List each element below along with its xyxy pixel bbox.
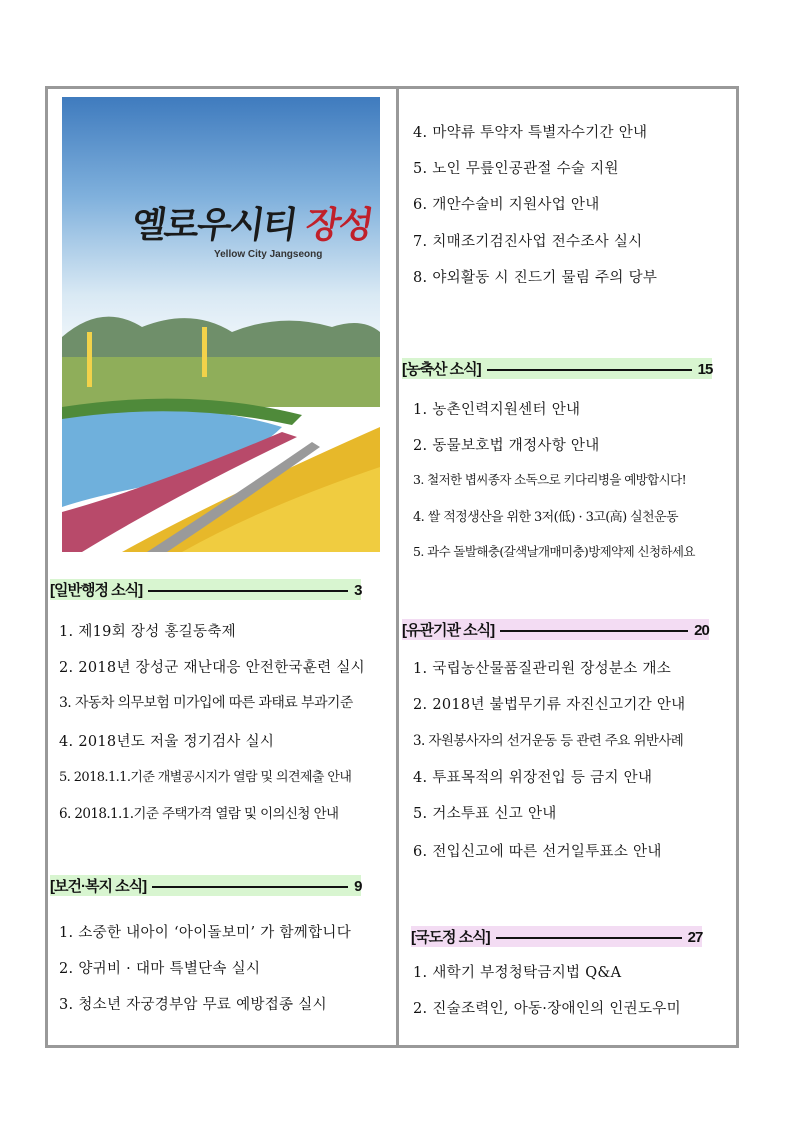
section-general-label: [일반행정 소식] — [50, 582, 143, 599]
list-item: 3. 자동차 의무보험 미가입에 따른 과태료 부과기준 — [59, 695, 353, 711]
section-agri — [402, 358, 712, 379]
list-item: 6. 2018.1.1.기준 주택가격 열람 및 이의신청 안내 — [59, 806, 339, 822]
list-item: 2. 진술조력인, 아동·장애인의 인권도우미 — [413, 1001, 681, 1017]
section-agri-page: 15 — [697, 361, 713, 378]
list-item: 3. 철저한 볍씨종자 소독으로 키다리병을 예방합시다! — [413, 472, 686, 487]
column-divider — [396, 86, 399, 1048]
list-item: 7. 치매조기검진사업 전수조사 실시 — [413, 234, 643, 250]
cover-landscape — [62, 297, 380, 552]
list-item: 2. 2018년 불법무기류 자진신고기간 안내 — [413, 697, 686, 713]
list-item: 5. 거소투표 신고 안내 — [413, 806, 557, 822]
list-item: 1. 농촌인력지원센터 안내 — [413, 402, 581, 418]
list-item: 3. 자원봉사자의 선거운동 등 관련 주요 위반사례 — [413, 733, 684, 749]
cover-subtitle: Yellow City Jangseong — [214, 249, 323, 260]
list-item: 1. 국립농산물품질관리원 장성분소 개소 — [413, 661, 672, 677]
section-agency-label: [유관기관 소식] — [402, 622, 495, 639]
list-item: 8. 야외활동 시 진드기 물림 주의 당부 — [413, 270, 658, 286]
cover-title-black: 옐로우시티 — [128, 204, 299, 246]
list-item: 6. 전입신고에 따른 선거일투표소 안내 — [413, 844, 662, 860]
cover-image — [62, 97, 380, 552]
list-item: 4. 투표목적의 위장전입 등 금지 안내 — [413, 770, 653, 786]
section-agency — [402, 619, 709, 640]
list-item: 1. 제19회 장성 홍길동축제 — [59, 624, 236, 640]
list-item: 1. 새학기 부정청탁금지법 Q&A — [413, 965, 622, 981]
list-item: 2. 동물보호법 개정사항 안내 — [413, 438, 600, 454]
list-item: 5. 과수 돌발해충(갈색날개매미충)방제약제 신청하세요 — [413, 544, 695, 559]
list-item: 5. 노인 무릎인공관절 수술 지원 — [413, 161, 619, 177]
section-agency-page: 20 — [694, 622, 709, 639]
list-item: 2. 2018년 장성군 재난대응 안전한국훈련 실시 — [59, 660, 365, 676]
section-general — [50, 579, 361, 600]
list-item: 1. 소중한 내아이 ‘아이돌보미’ 가 함께합니다 — [59, 925, 352, 941]
section-national — [411, 926, 702, 947]
list-item: 3. 청소년 자궁경부암 무료 예방접종 실시 — [59, 997, 327, 1013]
section-agri-label: [농축산 소식] — [402, 361, 481, 378]
list-item: 4. 2018년도 저울 정기검사 실시 — [59, 734, 275, 750]
list-item: 4. 마약류 투약자 특별자수기간 안내 — [413, 125, 648, 141]
list-item: 6. 개안수술비 지원사업 안내 — [413, 197, 600, 213]
section-national-label: [국도정 소식] — [411, 929, 490, 946]
cover-title — [128, 197, 375, 248]
section-health — [50, 875, 361, 896]
section-national-page: 27 — [687, 929, 703, 946]
section-health-label: [보건·복지 소식] — [50, 878, 147, 895]
cover-title-red: 장성 — [303, 204, 375, 246]
section-general-page: 3 — [354, 582, 362, 599]
section-health-page: 9 — [354, 878, 362, 895]
list-item: 2. 양귀비 · 대마 특별단속 실시 — [59, 961, 261, 977]
list-item: 4. 쌀 적정생산을 위한 3저(低) · 3고(高) 실천운동 — [413, 510, 678, 525]
list-item: 5. 2018.1.1.기준 개별공시지가 열람 및 의견제출 안내 — [59, 770, 352, 785]
